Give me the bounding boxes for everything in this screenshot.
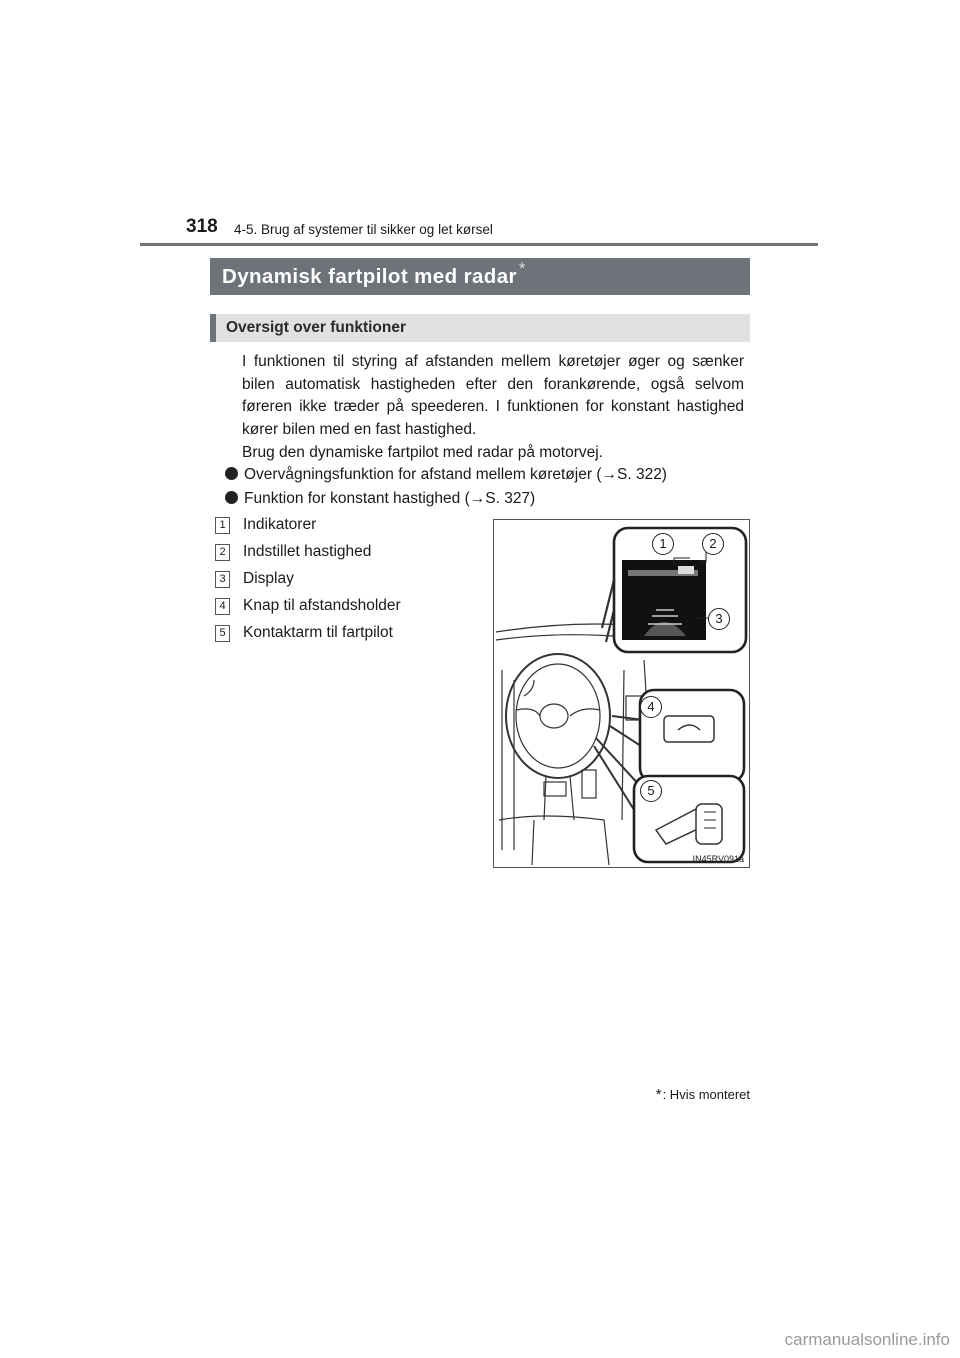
- legend-label: Indstillet hastighed: [243, 543, 372, 560]
- footnote-text: : Hvis monteret: [662, 1087, 750, 1102]
- chapter-title: 4-5. Brug af systemer til sikker og let kørsel: [234, 222, 493, 237]
- bullet-item: [225, 464, 667, 486]
- callout-circle: 1: [652, 533, 674, 555]
- asterisk-icon: *: [518, 258, 526, 278]
- footnote: [656, 1086, 750, 1103]
- intro-paragraph: I funktionen til styring af afstanden mellem køretøjer øger og sænker bilen automatisk hastigheden efter den forankørende, også selvom føreren ikke træder på speederen. I funktionen for konstant hastighed kører bilen med en fast hastighed.: [242, 353, 744, 438]
- usage-paragraph: Brug den dynamiske fartpilot med radar på motorvej.: [242, 444, 603, 461]
- callout-circle: 2: [702, 533, 724, 555]
- page-header: [140, 212, 818, 246]
- bullet-item: [225, 488, 535, 510]
- section-title-bar: [210, 258, 750, 295]
- legend-item: [215, 542, 371, 562]
- bullet-text: Funktion for konstant hastighed (→S. 327): [244, 490, 536, 507]
- legend-number: 4: [215, 598, 230, 615]
- page-number: 318: [186, 216, 218, 237]
- legend-number: 5: [215, 625, 230, 642]
- legend-item: [215, 596, 401, 616]
- bullet-dot-icon: [225, 467, 238, 480]
- legend-label: Knap til afstandsholder: [243, 597, 401, 614]
- header-rule: [140, 243, 818, 246]
- subsection-title-bar: [210, 314, 750, 342]
- bullet-text: Overvågningsfunktion for afstand mellem køretøjer (→S. 322): [244, 466, 667, 483]
- legend-number: 3: [215, 571, 230, 588]
- legend-label: Indikatorer: [243, 516, 317, 533]
- legend-number: 1: [215, 517, 230, 534]
- figure-code: IN45RV091a: [692, 854, 744, 864]
- cockpit-drawing: [494, 520, 749, 867]
- subsection-title: Oversigt over funktioner: [226, 319, 407, 336]
- watermark: carmanualsonline.info: [784, 1330, 950, 1349]
- legend-number: 2: [215, 544, 230, 561]
- legend-item: [215, 569, 294, 589]
- callout-circle: 3: [708, 608, 730, 630]
- legend-item: [215, 623, 393, 643]
- section-title: Dynamisk fartpilot med radar: [222, 264, 517, 288]
- legend-item: [215, 515, 316, 535]
- asterisk-icon: *: [655, 1086, 662, 1103]
- legend-label: Kontaktarm til fartpilot: [243, 624, 393, 641]
- bullet-dot-icon: [225, 491, 238, 504]
- callout-circle: 5: [640, 780, 662, 802]
- cockpit-illustration: [493, 519, 750, 868]
- legend-label: Display: [243, 570, 294, 587]
- callout-circle: 4: [640, 696, 662, 718]
